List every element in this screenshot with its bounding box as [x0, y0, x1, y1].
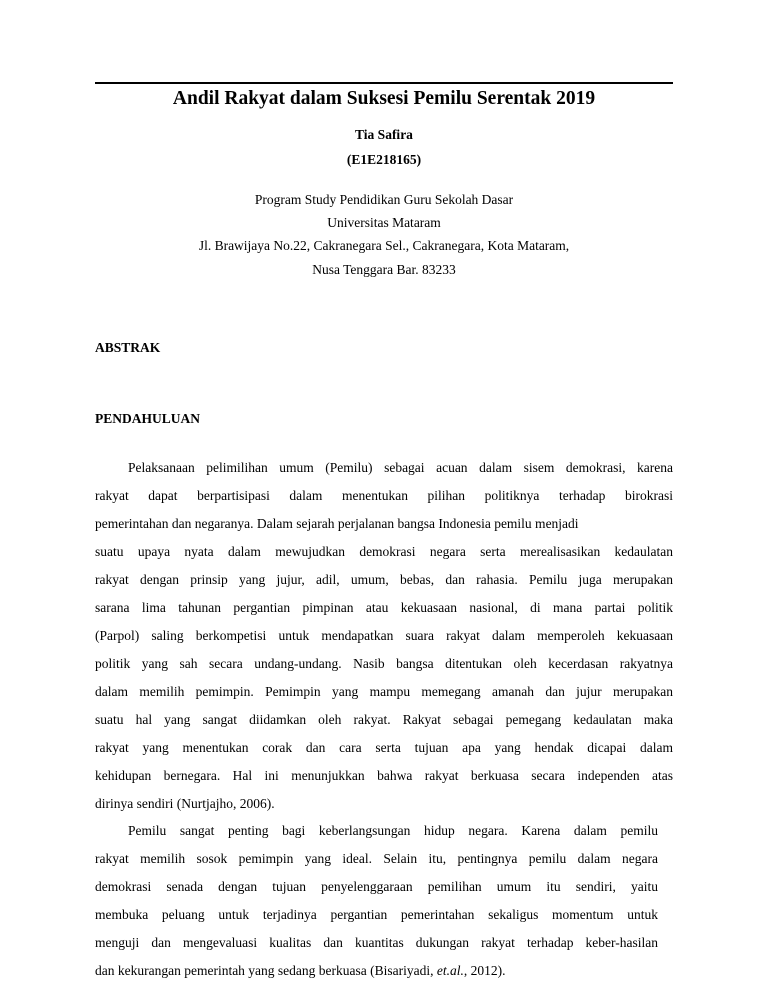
paragraph-line: rakyat dengan prinsip yang jujur, adil, umum, bebas, dan rahasia. Pemilu juga merupakan	[95, 572, 673, 587]
paragraph-line: demokrasi senada dengan tujuan penyelenggaraan pemilihan umum itu sendiri, yaitu	[95, 879, 658, 894]
affiliation-line: Program Study Pendidikan Guru Sekolah Dasar	[254, 192, 514, 207]
intro-heading: PENDAHULUAN	[95, 411, 201, 426]
abstract-heading: ABSTRAK	[95, 340, 161, 355]
paragraph-line: membuka peluang untuk terjadinya pergantian pemerintahan sekaligus momentum untuk	[95, 907, 658, 922]
paragraph-line: menguji dan mengevaluasi kualitas dan kuantitas dukungan rakyat terhadap keber-hasilan	[95, 935, 658, 950]
student-id: (E1E218165)	[346, 152, 422, 167]
citation-etal: et.al.	[436, 963, 464, 978]
affiliation-line: Universitas Mataram	[327, 215, 441, 230]
paragraph-line: rakyat dapat berpartisipasi dalam menentukan pilihan politiknya terhadap birokrasi	[95, 488, 673, 503]
paragraph-line: suatu hal yang sangat diidamkan oleh rakyat. Rakyat sebagai pemegang kedaulatan maka	[95, 712, 673, 727]
paragraph-line: (Parpol) saling berkompetisi untuk mendapatkan suara rakyat dalam memperoleh kekuasaan	[95, 628, 673, 643]
paragraph-line: dalam memilih pemimpin. Pemimpin yang mampu memegang amanah dan jujur merupakan	[95, 684, 673, 699]
paragraph-line: suatu upaya nyata dalam mewujudkan demokrasi negara serta merealisasikan kedaulatan	[95, 544, 673, 559]
author-name: Tia Safira	[355, 127, 413, 142]
paragraph-line: rakyat yang menentukan corak dan cara serta tujuan apa yang hendak dicapai dalam	[95, 740, 673, 755]
paragraph-line: Pemilu sangat penting bagi keberlangsungan hidup negara. Karena dalam pemilu	[128, 823, 658, 838]
paragraph-line: rakyat memilih sosok pemimpin yang ideal. Selain itu, pentingnya pemilu dalam negara	[95, 851, 658, 866]
top-rule	[95, 82, 673, 84]
affiliation-line: Nusa Tenggara Bar. 83233	[312, 262, 456, 277]
paragraph-line	[95, 962, 673, 980]
paragraph-line: sarana lima tahunan pergantian pimpinan atau kekuasaan nasional, di mana partai politik	[95, 600, 673, 615]
paragraph-line: kehidupan bernegara. Hal ini menunjukkan bahwa rakyat berkuasa secara independen atas	[95, 768, 673, 783]
affiliation-line: Jl. Brawijaya No.22, Cakranegara Sel., Cakranegara, Kota Mataram,	[198, 238, 570, 253]
citation-text: dan kekurangan pemerintah yang sedang berkuasa (Bisariyadi,	[95, 963, 437, 978]
paper-title: Andil Rakyat dalam Suksesi Pemilu Serentak 2019	[172, 88, 596, 109]
paragraph-line: dirinya sendiri (Nurtjajho, 2006).	[95, 796, 275, 811]
citation-year: , 2012).	[463, 963, 506, 978]
paragraph-line: pemerintahan dan negaranya. Dalam sejarah perjalanan bangsa Indonesia pemilu menjadi	[95, 516, 579, 531]
paragraph-line: politik yang sah secara undang-undang. Nasib bangsa ditentukan oleh kecerdasan rakyatnya	[95, 656, 673, 671]
paragraph-line: Pelaksanaan pelimilihan umum (Pemilu) sebagai acuan dalam sisem demokrasi, karena	[128, 460, 673, 475]
